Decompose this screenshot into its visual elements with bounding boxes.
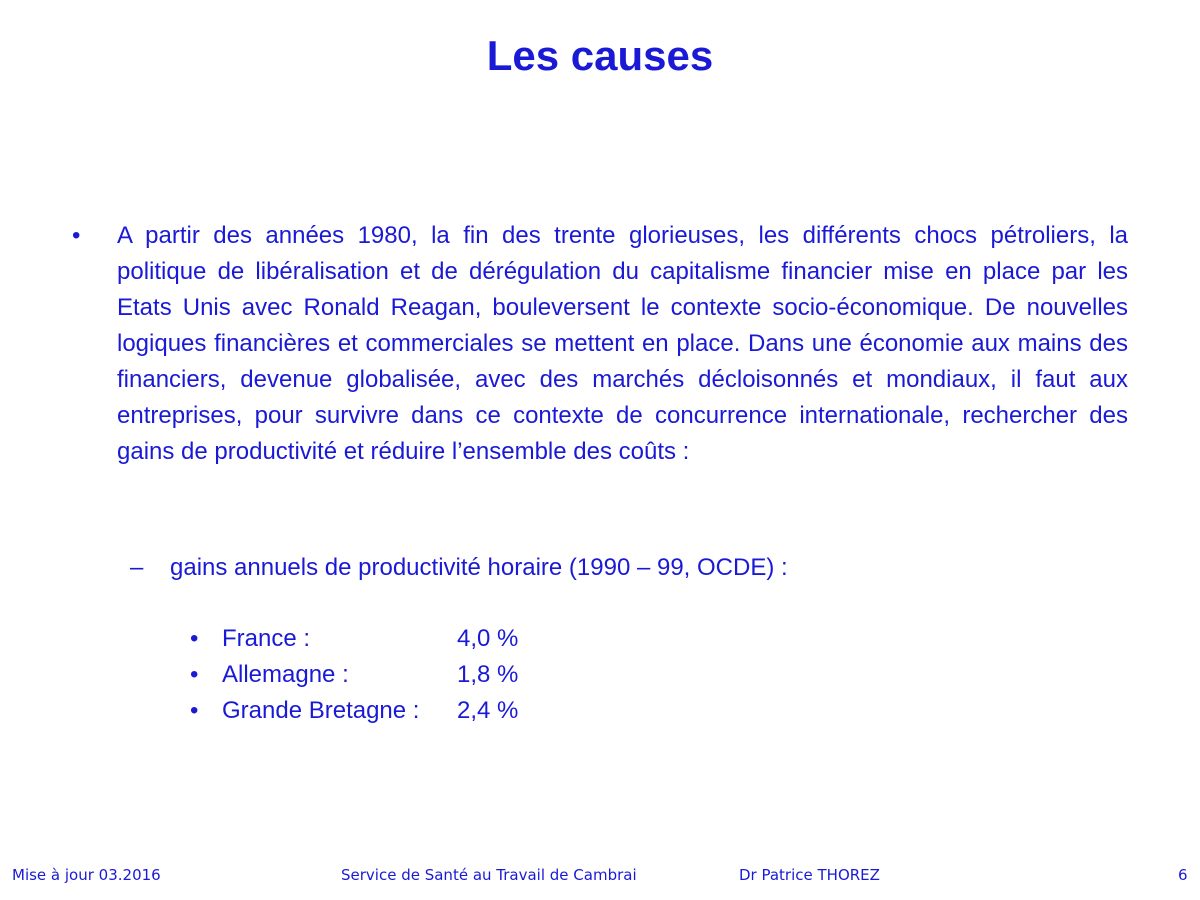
- bullet-marker: •: [190, 697, 199, 724]
- footer-author: Dr Patrice THOREZ: [739, 866, 880, 884]
- main-bullet: [72, 218, 1128, 470]
- dash-marker: –: [130, 554, 144, 581]
- country-label: Allemagne :: [222, 661, 349, 688]
- country-label: Grande Bretagne :: [222, 697, 420, 724]
- sub-bullet-text: gains annuels de productivité horaire (1990 – 99, OCDE) :: [170, 554, 788, 581]
- bullet-marker: •: [190, 625, 199, 652]
- page-number: 6: [1178, 866, 1188, 884]
- productivity-value: 2,4 %: [457, 697, 519, 724]
- productivity-value: 4,0 %: [457, 625, 519, 652]
- footer-service-name: Service de Santé au Travail de Cambrai: [341, 866, 637, 884]
- main-bullet-text: A partir des années 1980, la fin des trente glorieuses, les différents chocs pétroliers, la politique de libéralisation et de dérégulation du capitalisme financier mise en place par les Etats Unis avec Ronald Reagan, bouleversent le contexte socio-économique. De nouvelles logiques financières et commerciales se mettent en place. Dans une économie aux mains des financiers, devenue globalisée, avec des marchés décloisonnés et mondiaux, il faut aux entreprises, pour survivre dans ce contexte de concurrence internationale, rechercher des gains de productivité et réduire l’ensemble des coûts :: [117, 222, 1128, 465]
- bullet-marker: •: [72, 222, 81, 249]
- bullet-marker: •: [190, 661, 199, 688]
- country-label: France :: [222, 625, 311, 652]
- sub-bullet: [130, 550, 1030, 586]
- slide-title: Les causes: [486, 32, 714, 79]
- footer-update-date: Mise à jour 03.2016: [12, 866, 161, 884]
- productivity-value: 1,8 %: [457, 661, 519, 688]
